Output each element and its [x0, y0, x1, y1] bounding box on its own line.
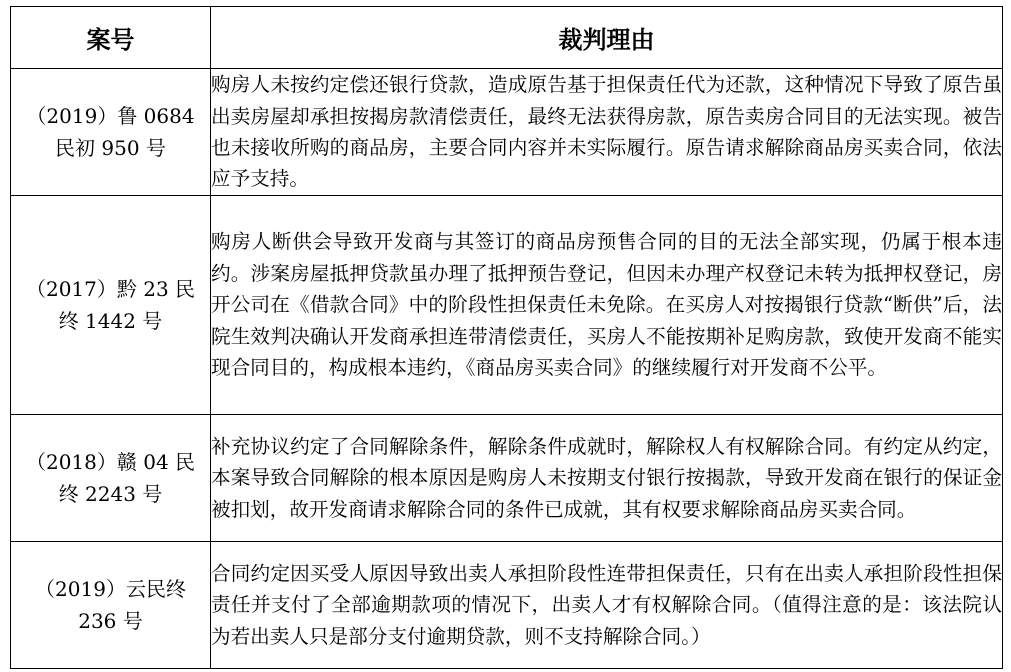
case-number-line: （2017）黔 23 民 — [25, 277, 196, 301]
table-row — [11, 542, 1003, 669]
reason-cell: 购房人未按约定偿还银行贷款，造成原告基于担保责任代为还款，这种情况下导致了原告虽出卖房屋却承担按揭房款清偿责任，最终无法获得房款，原告卖房合同目的无法实现。被告也未接收所购的商品房，主要合同内容并未实际履行。原告请求解除商品房买卖合同，依法应予支持。 — [211, 69, 1003, 196]
reason-cell: 合同约定因买受人原因导致出卖人承担阶段性连带担保责任，只有在出卖人承担阶段性担保责任并支付了全部逾期款项的情况下，出卖人才有权解除合同。（值得注意的是：该法院认为若出卖人只是部分支付逾期贷款，则不支持解除合同。） — [211, 542, 1003, 669]
case-number-line: 236 号 — [78, 609, 143, 633]
case-table — [10, 6, 1003, 669]
case-number-header: 案号 — [11, 7, 211, 69]
table-row — [11, 415, 1003, 542]
case-number-line: （2019）鲁 0684 — [26, 104, 195, 128]
reason-header: 裁判理由 — [211, 7, 1003, 69]
case-number-line: 民初 950 号 — [55, 136, 166, 160]
table-row — [11, 69, 1003, 196]
case-number-cell — [11, 542, 211, 669]
case-number-line: （2018）赣 04 民 — [25, 450, 196, 474]
table-row — [11, 196, 1003, 415]
reason-cell: 购房人断供会导致开发商与其签订的商品房预售合同的目的无法全部实现，仍属于根本违约。涉案房屋抵押贷款虽办理了抵押预告登记，但因未办理产权登记未转为抵押权登记，房开公司在《借款合同》中的阶段性担保责任未免除。在买房人对按揭银行贷款“断供”后，法院生效判决确认开发商承担连带清偿责任，买房人不能按期补足购房款，致使开发商不能实现合同目的，构成根本违约，《商品房买卖合同》的继续履行对开发商不公平。 — [211, 196, 1003, 415]
case-number-cell — [11, 69, 211, 196]
reason-cell: 补充协议约定了合同解除条件，解除条件成就时，解除权人有权解除合同。有约定从约定，本案导致合同解除的根本原因是购房人未按期支付银行按揭款，导致开发商在银行的保证金被扣划，故开发商请求解除合同的条件已成就，其有权要求解除商品房买卖合同。 — [211, 415, 1003, 542]
case-number-line: 终 1442 号 — [58, 309, 163, 333]
case-number-line: （2019）云民终 — [35, 577, 186, 601]
case-number-cell — [11, 415, 211, 542]
case-number-line: 终 2243 号 — [58, 482, 163, 506]
case-number-cell — [11, 196, 211, 415]
table-header-row — [11, 7, 1003, 69]
